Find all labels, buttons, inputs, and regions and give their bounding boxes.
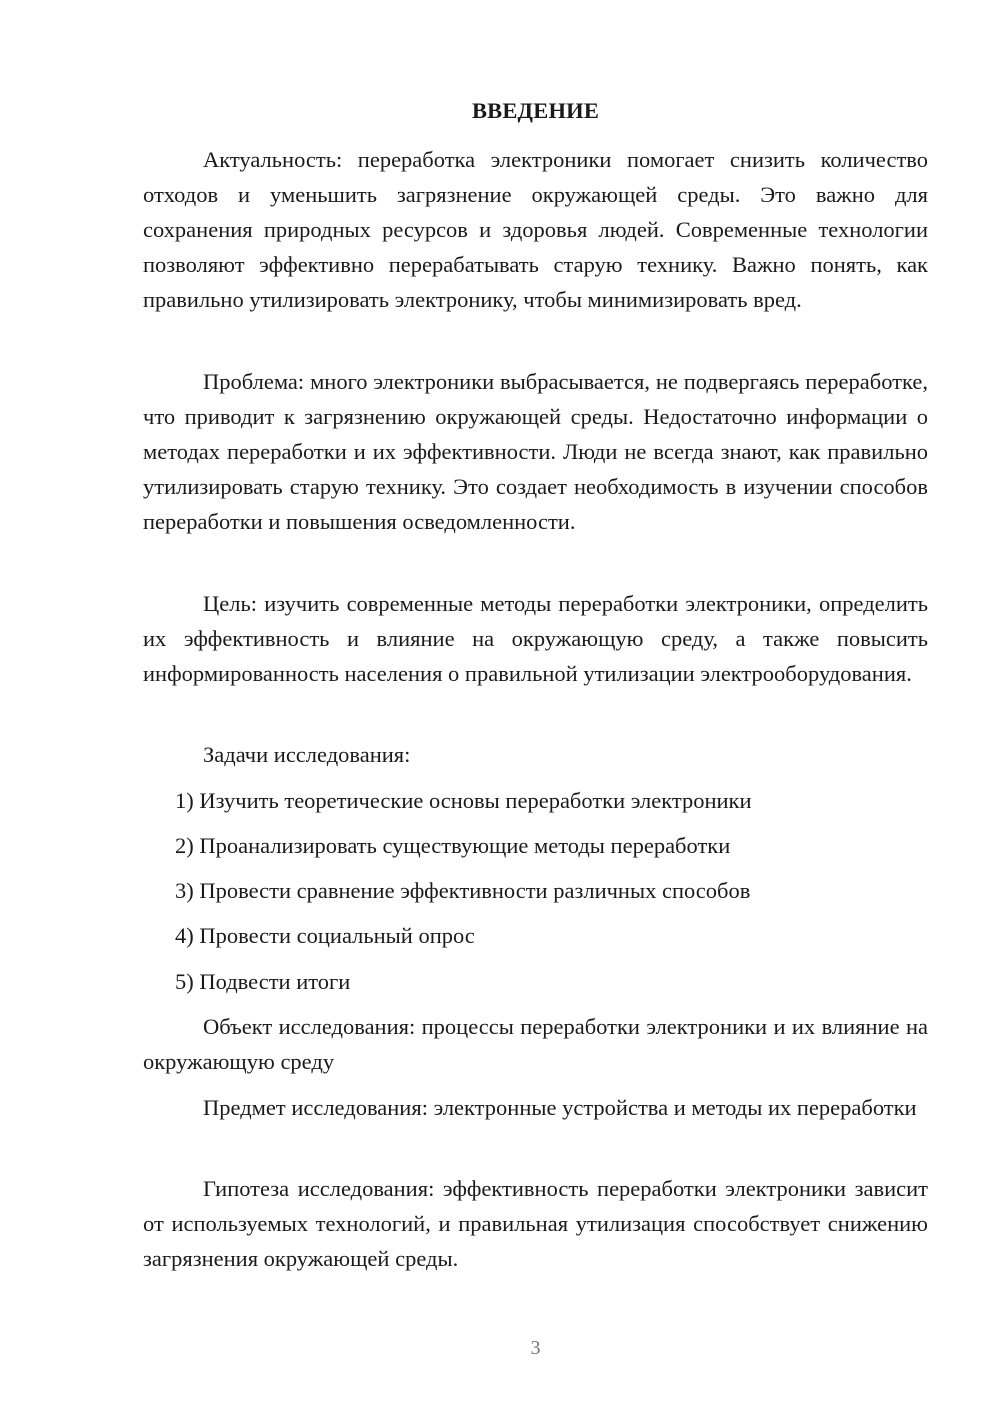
tasks-title: Задачи исследования: bbox=[203, 742, 411, 767]
task-item-3: 3) Провести сравнение эффективности различных способов bbox=[175, 878, 751, 903]
task-item-5: 5) Подвести итоги bbox=[175, 969, 351, 994]
paragraph-object: Объект исследования: процессы переработки электроники и их влияние на окружающую среду bbox=[143, 1014, 928, 1074]
task-item-1: 1) Изучить теоретические основы переработки электроники bbox=[175, 788, 752, 813]
paragraph-relevance: Актуальность: переработка электроники помогает снизить количество отходов и уменьшить загрязнение окружающей среды. Это важно для сохранения природных ресурсов и здоровья людей. Современные технологии позволяют эффективно перерабатывать старую технику. Важно понять, как правильно утилизировать электронику, чтобы минимизировать вред. bbox=[143, 147, 928, 312]
page-number: 3 bbox=[530, 1337, 541, 1359]
section-heading: ВВЕДЕНИЕ bbox=[471, 98, 600, 123]
paragraph-goal: Цель: изучить современные методы переработки электроники, определить их эффективность и влияние на окружающую среду, а также повысить информированность населения о правильной утилизации электрооборудования. bbox=[143, 591, 928, 686]
paragraph-hypothesis: Гипотеза исследования: эффективность переработки электроники зависит от используемых технологий, и правильная утилизация способствует снижению загрязнения окружающей среды. bbox=[143, 1176, 928, 1271]
task-item-4: 4) Провести социальный опрос bbox=[175, 923, 475, 948]
task-item-2: 2) Проанализировать существующие методы переработки bbox=[175, 833, 731, 858]
paragraph-problem: Проблема: много электроники выбрасывается, не подвергаясь переработке, что приводит к загрязнению окружающей среды. Недостаточно информации о методах переработки и их эффективности. Люди не всегда знают, как правильно утилизировать старую технику. Это создает необходимость в изучении способов переработки и повышения осведомленности. bbox=[143, 369, 928, 534]
document-page bbox=[143, 0, 928, 1414]
paragraph-subject: Предмет исследования: электронные устройства и методы их переработки bbox=[203, 1095, 917, 1120]
